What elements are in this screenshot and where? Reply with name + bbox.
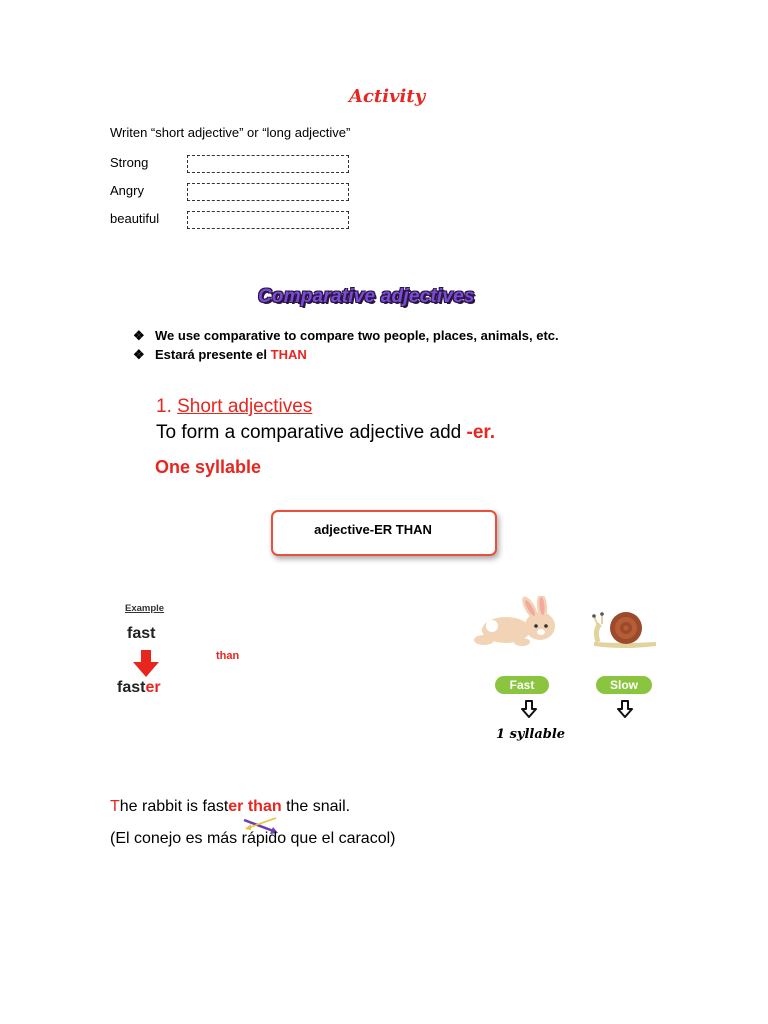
formula-text: adjective-ER THAN — [314, 521, 432, 537]
example-sentence — [110, 798, 350, 816]
comparative-title: Comparative adjectives — [258, 286, 475, 307]
activity-title: Activity — [349, 86, 426, 107]
row-label-beautiful: beautiful — [110, 211, 160, 226]
example-label: Example — [125, 603, 165, 614]
hollow-down-arrow-icon — [615, 699, 635, 719]
answer-box-beautiful[interactable] — [187, 211, 349, 229]
er-suffix: -er. — [466, 422, 496, 443]
than-label: than — [216, 650, 240, 662]
section-title: Short adjectives — [177, 396, 313, 417]
hollow-down-arrow-icon — [519, 699, 539, 719]
formula-box — [271, 510, 497, 556]
syllable-note: 1 syllable — [496, 727, 566, 742]
sentence-part-3: the snail. — [281, 798, 351, 815]
form-rule — [156, 422, 495, 444]
diamond-bullet-icon: ❖ — [133, 347, 145, 362]
snail-icon — [590, 606, 660, 652]
row-label-strong: Strong — [110, 155, 149, 170]
row-label-angry: Angry — [110, 183, 144, 198]
sentence-part-1: he rabbit is fast — [119, 798, 229, 815]
bullet-text: Estará presente el — [155, 347, 271, 362]
comparative-word — [117, 679, 161, 697]
sentence-first-letter: T — [110, 798, 120, 815]
answer-box-angry[interactable] — [187, 183, 349, 201]
base-word: fast — [127, 625, 156, 642]
comparative-stem: fast — [117, 679, 146, 696]
fast-badge: Fast — [495, 676, 549, 694]
answer-box-strong[interactable] — [187, 155, 349, 173]
form-rule-text: To form a comparative adjective add — [156, 422, 467, 443]
red-down-arrow-icon — [132, 650, 160, 678]
slow-badge: Slow — [596, 676, 652, 694]
comparative-suffix: er — [145, 679, 161, 696]
section-number: 1. — [156, 396, 178, 417]
bullet-item — [133, 328, 559, 344]
short-adjectives-heading — [156, 396, 312, 418]
bullet-item — [133, 347, 307, 363]
than-highlight: THAN — [270, 347, 307, 362]
translation-sentence: (El conejo es más rápido que el caracol) — [110, 830, 396, 847]
diamond-bullet-icon: ❖ — [133, 328, 145, 343]
activity-instruction: Writen “short adjective” or “long adjective” — [110, 125, 351, 140]
one-syllable-label: One syllable — [155, 457, 262, 477]
sentence-highlight: er than — [228, 798, 282, 815]
bullet-text: We use comparative to compare two people, places, animals, etc. — [155, 328, 559, 343]
rabbit-icon — [472, 596, 562, 654]
